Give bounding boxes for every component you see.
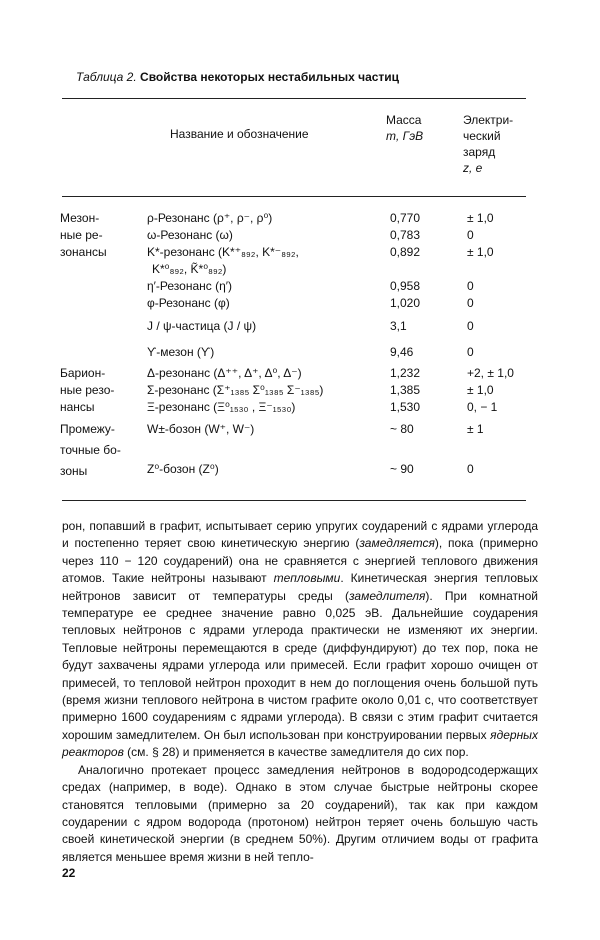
body-text [62,518,538,866]
table-caption-title: Свойства некоторых нестабильных частиц [140,70,400,84]
text-run: рон, попавший в графит, испытывает серию упругих соударений с ядрами углерода и постепенно теряет свою кинетическую энергию ( [62,519,538,551]
page-number: 22 [62,866,76,880]
row-charge: ± 1,0 [467,211,494,225]
row-mass: 9,46 [390,345,414,359]
row-name: Ξ-резонанс (Ξ⁰₁₅₃₀ , Ξ⁻₁₅₃₀) [147,400,296,414]
italic-term: замедлителя [348,588,426,603]
row-charge: ± 1,0 [467,245,494,259]
group-label-line: ные ре- [60,228,103,242]
header-name: Название и обозначение [170,127,309,141]
paragraph: Аналогично протекает процесс замедления нейтронов в водородсодержащих средах (например, в воде). Однако в этом случае быстрые нейтроны скорее становятся тепловыми (примерно за 20 соударений), так как при каждом соударении с ядром водорода (протоном) нейтрон теряет очень большую часть своей кинетической энергии (в среднем 50%). Другим отличием воды от графита является меньшее время жизни в ней тепло- [62,762,538,864]
row-charge: ± 1,0 [467,383,494,397]
row-name: Z⁰-бозон (Z⁰) [147,462,219,476]
header-charge-line1: Электри- [463,113,514,127]
row-charge: 0 [467,228,474,242]
row-mass: 0,892 [390,245,421,259]
header-charge-line3: заряд [463,145,496,159]
group-label-line: зонансы [60,245,107,259]
row-mass: 1,385 [390,383,421,397]
row-mass: ~ 80 [390,422,414,436]
group-label-line: точные бо- [60,443,121,457]
row-name: Σ-резонанс (Σ⁺₁₃₈₅ Σ⁰₁₃₈₅ Σ⁻₁₃₈₅) [147,383,324,397]
header-charge-line4: z, e [463,161,483,175]
row-name: ϒ-мезон (ϒ) [147,345,215,359]
group-label-bosons [60,419,144,482]
row-charge: 0 [467,345,474,359]
row-name: ω-Резонанс (ω) [147,228,233,242]
row-mass: ~ 90 [390,462,414,476]
italic-term: ядерных реакторов [62,727,538,760]
header-charge [463,112,513,176]
group-label-line: зоны [60,464,88,478]
row-charge: ± 1 [467,422,484,436]
italic-term: тепловыми [273,571,341,586]
italic-term: замедляется [359,536,435,551]
row-charge: 0 [467,462,474,476]
group-label-line: нансы [60,400,95,414]
text-run: ), пока (примерно через 110 − 120 соударений) она не сравняется с энергией теплового движения атомов. Такие нейтроны называют [62,536,538,586]
table-top-rule [62,98,526,99]
header-charge-line2: ческий [463,129,501,143]
row-charge: 0, − 1 [467,400,498,414]
row-name: J / ψ-частица (J / ψ) [147,319,257,333]
row-name: W±-бозон (W⁺, W⁻) [147,422,255,436]
row-name: η′-Резонанс (η′) [147,279,233,293]
group-label-line: Промежу- [60,422,115,436]
table-header-rule [62,196,526,197]
row-charge: 0 [467,319,474,333]
header-mass-line1: Масса [386,113,422,127]
row-mass: 1,530 [390,400,421,414]
text-run: (см. § 28) и применяется в качестве замедлителя до сих пор. [123,745,469,760]
row-name: Δ-резонанс (Δ⁺⁺, Δ⁺, Δ⁰, Δ⁻) [147,366,302,380]
row-name: ρ-Резонанс (ρ⁺, ρ⁻, ρ⁰) [147,211,273,225]
paragraph [62,518,538,762]
row-name: K*-резонанс (K*⁺₈₉₂, K*⁻₈₉₂, [147,245,299,259]
row-mass: 1,232 [390,366,421,380]
header-mass-line2: m, ГэВ [386,129,424,143]
row-charge: 0 [467,296,474,310]
group-label-line: ные резо- [60,383,115,397]
group-label-baryons [60,365,144,416]
row-name: φ-Резонанс (φ) [147,296,230,310]
group-label-line: Мезон- [60,211,100,225]
row-name-continued: K*⁰₈₉₂, K̃*⁰₈₉₂) [152,262,227,276]
row-mass: 0,770 [390,211,421,225]
text-run: ). При комнатной температуре ее среднее значение равно 0,025 эВ. Дальнейшие соударения тепловых нейтронов с ядрами углерода практически не изменяют их энергии. Тепловые нейтроны перемещаются в среде (диффундируют) до тех пор, пока не будут захвачены ядрами углерода или примесей. Если графит хорошо очищен от примесей, то тепловой нейтрон проходит в нем до поглощения очень большой путь (время жизни теплового нейтрона в чистом графите около 0,01 с, что соответствует примерно 1600 соударениям с ядрами углерода). В связи с этим графит считается хорошим замедлителем. Он был использован при конструировании первых [62,588,538,742]
row-mass: 0,783 [390,228,421,242]
header-mass [386,112,423,144]
row-mass: 1,020 [390,296,421,310]
table-caption-number: Таблица 2. [76,70,137,84]
group-label-line: Барион- [60,366,106,380]
table-bottom-rule [62,500,526,501]
table-caption [76,70,536,84]
row-charge: 0 [467,279,474,293]
row-charge: +2, ± 1,0 [467,366,514,380]
group-label-mesons [60,210,144,261]
row-mass: 0,958 [390,279,421,293]
text-run: . Кинетическая энергия тепловых нейтронов зависит от температуры среды ( [62,571,539,603]
row-mass: 3,1 [390,319,407,333]
